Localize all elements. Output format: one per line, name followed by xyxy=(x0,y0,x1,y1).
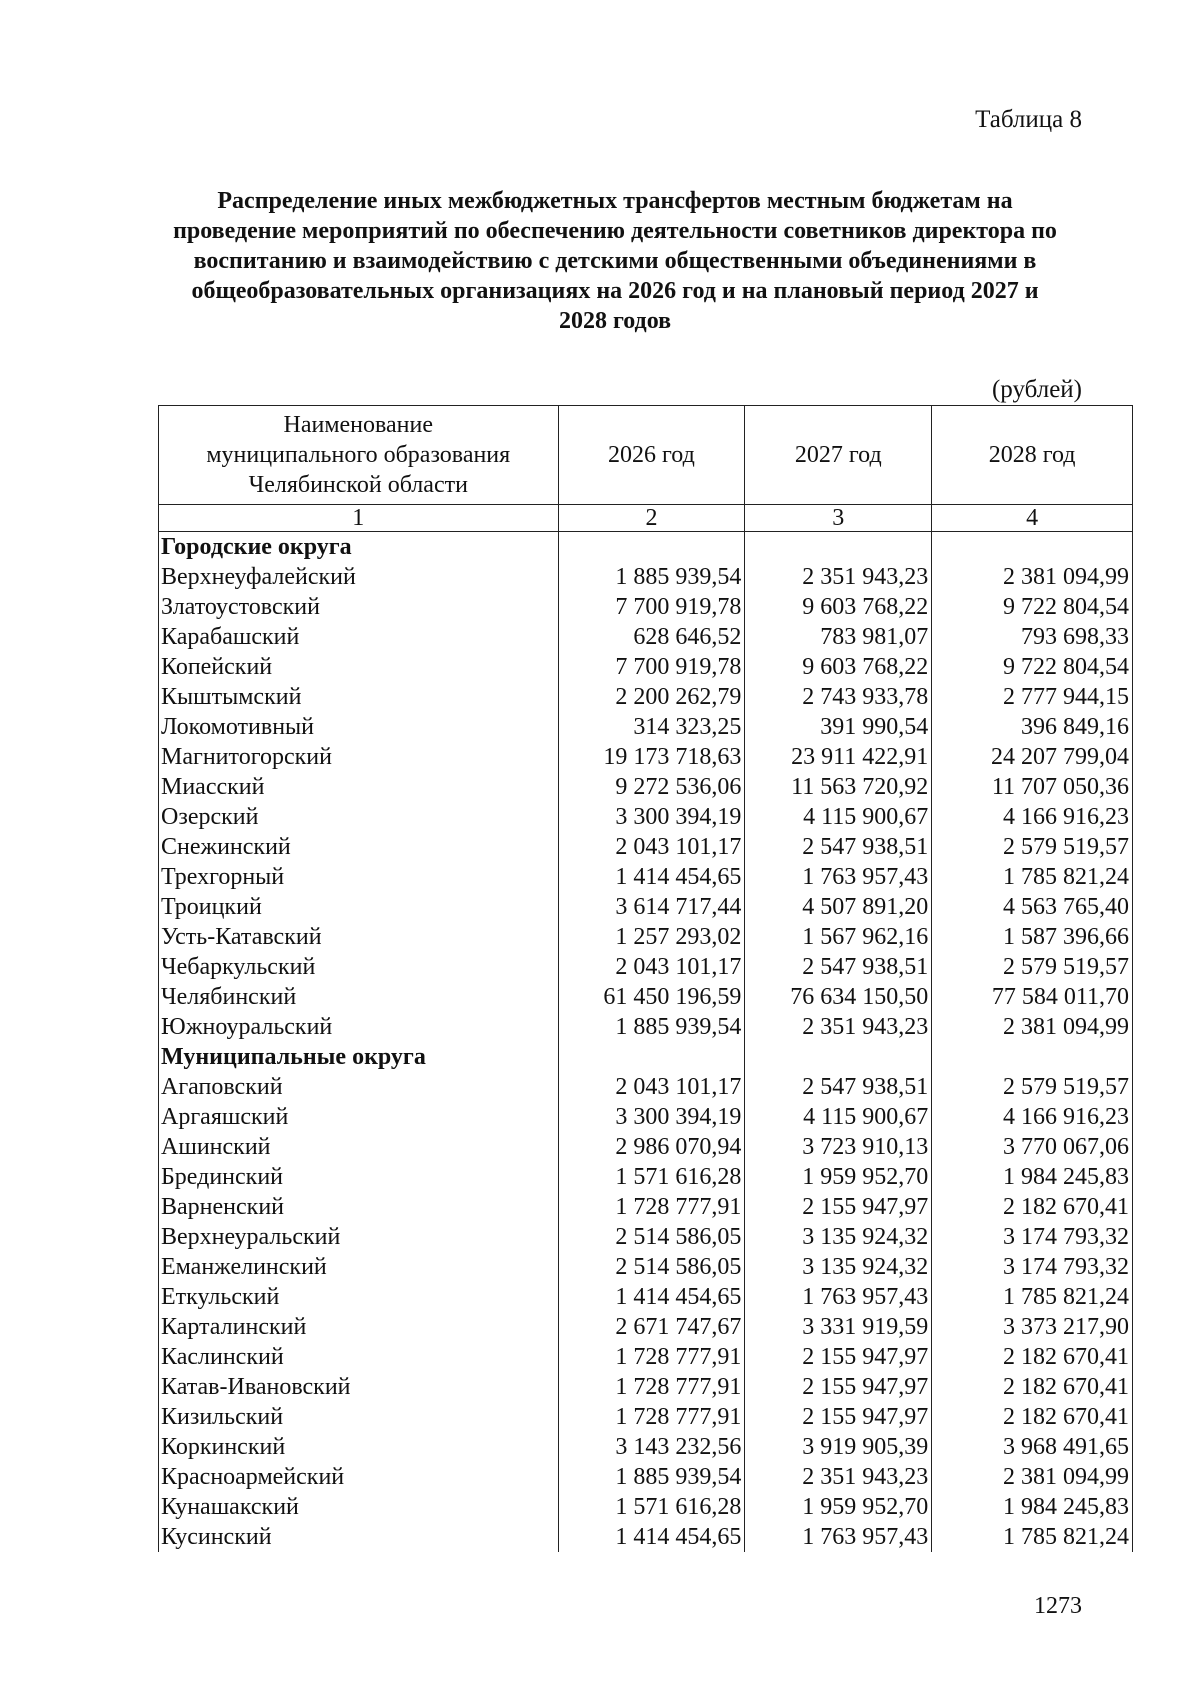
cell-2026: 3 300 394,19 xyxy=(558,1102,745,1132)
cell-municipality: Кизильский xyxy=(159,1402,559,1432)
cell-2028: 2 182 670,41 xyxy=(932,1342,1133,1372)
cell-2027: 2 743 933,78 xyxy=(745,682,932,712)
cell-municipality: Красноармейский xyxy=(159,1462,559,1492)
title-line: воспитанию и взаимодействию с детскими общественными объединениями в xyxy=(193,248,1037,274)
cell-municipality: Аргаяшский xyxy=(159,1102,559,1132)
cell-2028: 1 785 821,24 xyxy=(932,1522,1133,1552)
cell-2026: 19 173 718,63 xyxy=(558,742,745,772)
cell-municipality: Кусинский xyxy=(159,1522,559,1552)
cell-2027: 3 919 905,39 xyxy=(745,1432,932,1462)
table-row xyxy=(159,682,1133,712)
title-line: Распределение иных межбюджетных трансфертов местным бюджетам на xyxy=(217,188,1013,214)
cell-2027: 4 115 900,67 xyxy=(745,802,932,832)
cell-2026: 1 414 454,65 xyxy=(558,862,745,892)
cell-municipality: Муниципальные округа xyxy=(159,1042,559,1072)
table-body xyxy=(159,532,1133,1553)
cell-2028: 2 182 670,41 xyxy=(932,1402,1133,1432)
cell-2028: 1 984 245,83 xyxy=(932,1162,1133,1192)
cell-2028: 2 579 519,57 xyxy=(932,952,1133,982)
cell-municipality: Копейский xyxy=(159,652,559,682)
table-group-row xyxy=(159,532,1133,563)
cell-2027: 1 763 957,43 xyxy=(745,862,932,892)
cell-2026: 1 414 454,65 xyxy=(558,1282,745,1312)
header-2026: 2026 год xyxy=(558,406,745,505)
cell-2028: 3 174 793,32 xyxy=(932,1222,1133,1252)
table-row xyxy=(159,1432,1133,1462)
transfers-table xyxy=(158,405,1133,1552)
document-title xyxy=(150,186,1080,336)
cell-2027: 1 763 957,43 xyxy=(745,1522,932,1552)
cell-municipality: Варненский xyxy=(159,1192,559,1222)
table-row xyxy=(159,1192,1133,1222)
table-row xyxy=(159,922,1133,952)
cell-2028 xyxy=(932,532,1133,563)
table-row xyxy=(159,1462,1133,1492)
table-row xyxy=(159,952,1133,982)
cell-2026: 1 885 939,54 xyxy=(558,1012,745,1042)
cell-municipality: Карталинский xyxy=(159,1312,559,1342)
cell-municipality: Златоустовский xyxy=(159,592,559,622)
cell-2028: 11 707 050,36 xyxy=(932,772,1133,802)
cell-2028: 9 722 804,54 xyxy=(932,592,1133,622)
cell-2028: 2 182 670,41 xyxy=(932,1372,1133,1402)
column-number: 1 xyxy=(159,505,559,532)
cell-2027: 2 155 947,97 xyxy=(745,1402,932,1432)
cell-2027: 11 563 720,92 xyxy=(745,772,932,802)
cell-municipality: Верхнеуфалейский xyxy=(159,562,559,592)
table-row xyxy=(159,1132,1133,1162)
cell-municipality: Троицкий xyxy=(159,892,559,922)
table-row xyxy=(159,652,1133,682)
cell-2026: 3 614 717,44 xyxy=(558,892,745,922)
cell-municipality: Челябинский xyxy=(159,982,559,1012)
table-row xyxy=(159,862,1133,892)
table-row xyxy=(159,1222,1133,1252)
cell-2028: 24 207 799,04 xyxy=(932,742,1133,772)
cell-2026: 1 885 939,54 xyxy=(558,1462,745,1492)
cell-2028: 1 785 821,24 xyxy=(932,862,1133,892)
table-row xyxy=(159,1012,1133,1042)
cell-2027: 4 115 900,67 xyxy=(745,1102,932,1132)
table-row xyxy=(159,562,1133,592)
cell-municipality: Карабашский xyxy=(159,622,559,652)
cell-2028: 4 563 765,40 xyxy=(932,892,1133,922)
cell-2027: 2 155 947,97 xyxy=(745,1192,932,1222)
table-group-row xyxy=(159,1042,1133,1072)
cell-municipality: Озерский xyxy=(159,802,559,832)
cell-2028: 4 166 916,23 xyxy=(932,1102,1133,1132)
cell-2027: 2 155 947,97 xyxy=(745,1342,932,1372)
cell-2028: 2 381 094,99 xyxy=(932,1012,1133,1042)
cell-2026: 9 272 536,06 xyxy=(558,772,745,802)
cell-2026: 1 728 777,91 xyxy=(558,1192,745,1222)
cell-2027: 783 981,07 xyxy=(745,622,932,652)
cell-2026: 7 700 919,78 xyxy=(558,592,745,622)
cell-2027: 9 603 768,22 xyxy=(745,652,932,682)
cell-2028: 2 579 519,57 xyxy=(932,832,1133,862)
header-name-line: Наименование xyxy=(283,412,434,438)
title-line: проведение мероприятий по обеспечению деятельности советников директора по xyxy=(173,218,1057,244)
table-header-row xyxy=(159,406,1133,505)
cell-2027: 2 351 943,23 xyxy=(745,1012,932,1042)
cell-municipality: Брединский xyxy=(159,1162,559,1192)
cell-2026: 2 671 747,67 xyxy=(558,1312,745,1342)
title-line: 2028 годов xyxy=(558,308,672,334)
table-label: Таблица 8 xyxy=(975,106,1082,133)
units-label: (рублей) xyxy=(991,376,1082,403)
cell-2027: 3 331 919,59 xyxy=(745,1312,932,1342)
table-row xyxy=(159,592,1133,622)
cell-2027: 76 634 150,50 xyxy=(745,982,932,1012)
cell-municipality: Городские округа xyxy=(159,532,559,563)
cell-2026: 1 885 939,54 xyxy=(558,562,745,592)
cell-municipality: Трехгорный xyxy=(159,862,559,892)
cell-municipality: Каслинский xyxy=(159,1342,559,1372)
cell-municipality: Чебаркульский xyxy=(159,952,559,982)
cell-2028: 2 381 094,99 xyxy=(932,1462,1133,1492)
cell-municipality: Еткульский xyxy=(159,1282,559,1312)
cell-2026: 2 043 101,17 xyxy=(558,952,745,982)
cell-municipality: Агаповский xyxy=(159,1072,559,1102)
column-number: 3 xyxy=(745,505,932,532)
table-row xyxy=(159,1342,1133,1372)
cell-2027 xyxy=(745,1042,932,1072)
cell-2027: 1 959 952,70 xyxy=(745,1162,932,1192)
cell-2027 xyxy=(745,532,932,563)
cell-2028: 396 849,16 xyxy=(932,712,1133,742)
cell-2026: 2 043 101,17 xyxy=(558,832,745,862)
table-row xyxy=(159,712,1133,742)
cell-2027: 3 135 924,32 xyxy=(745,1222,932,1252)
cell-2026: 1 571 616,28 xyxy=(558,1162,745,1192)
cell-2028: 4 166 916,23 xyxy=(932,802,1133,832)
table-row xyxy=(159,622,1133,652)
table-row xyxy=(159,832,1133,862)
cell-2028: 1 984 245,83 xyxy=(932,1492,1133,1522)
cell-2026: 7 700 919,78 xyxy=(558,652,745,682)
cell-2026: 1 728 777,91 xyxy=(558,1342,745,1372)
cell-municipality: Кыштымский xyxy=(159,682,559,712)
table-row xyxy=(159,1072,1133,1102)
cell-municipality: Миасский xyxy=(159,772,559,802)
cell-2027: 2 155 947,97 xyxy=(745,1372,932,1402)
cell-2026: 1 728 777,91 xyxy=(558,1402,745,1432)
cell-2028: 3 174 793,32 xyxy=(932,1252,1133,1282)
table-row xyxy=(159,802,1133,832)
cell-municipality: Верхнеуральский xyxy=(159,1222,559,1252)
table-row xyxy=(159,1492,1133,1522)
cell-2027: 2 351 943,23 xyxy=(745,1462,932,1492)
cell-2026: 2 514 586,05 xyxy=(558,1252,745,1282)
page-number: 1273 xyxy=(1034,1593,1082,1619)
cell-2028: 77 584 011,70 xyxy=(932,982,1133,1012)
cell-2026: 2 986 070,94 xyxy=(558,1132,745,1162)
cell-2026: 314 323,25 xyxy=(558,712,745,742)
table-row xyxy=(159,742,1133,772)
table-row xyxy=(159,892,1133,922)
column-number: 4 xyxy=(932,505,1133,532)
header-2028: 2028 год xyxy=(932,406,1133,505)
cell-2027: 3 723 910,13 xyxy=(745,1132,932,1162)
cell-2028: 2 381 094,99 xyxy=(932,562,1133,592)
table-row xyxy=(159,1372,1133,1402)
cell-2027: 2 351 943,23 xyxy=(745,562,932,592)
cell-2026: 628 646,52 xyxy=(558,622,745,652)
cell-2027: 23 911 422,91 xyxy=(745,742,932,772)
table-row xyxy=(159,1252,1133,1282)
table-row xyxy=(159,1522,1133,1552)
table-row xyxy=(159,1282,1133,1312)
cell-2027: 1 567 962,16 xyxy=(745,922,932,952)
cell-2027: 391 990,54 xyxy=(745,712,932,742)
cell-municipality: Локомотивный xyxy=(159,712,559,742)
table-row xyxy=(159,772,1133,802)
cell-2026 xyxy=(558,532,745,563)
cell-municipality: Еманжелинский xyxy=(159,1252,559,1282)
cell-2028: 1 587 396,66 xyxy=(932,922,1133,952)
cell-municipality: Ашинский xyxy=(159,1132,559,1162)
cell-2027: 2 547 938,51 xyxy=(745,952,932,982)
cell-municipality: Коркинский xyxy=(159,1432,559,1462)
cell-2028: 3 373 217,90 xyxy=(932,1312,1133,1342)
header-name-line: муниципального образования xyxy=(206,442,511,468)
cell-2026: 1 257 293,02 xyxy=(558,922,745,952)
cell-2027: 3 135 924,32 xyxy=(745,1252,932,1282)
cell-municipality: Кунашакский xyxy=(159,1492,559,1522)
cell-2026: 1 414 454,65 xyxy=(558,1522,745,1552)
cell-2027: 2 547 938,51 xyxy=(745,832,932,862)
cell-2028: 1 785 821,24 xyxy=(932,1282,1133,1312)
cell-municipality: Южноуральский xyxy=(159,1012,559,1042)
table-row xyxy=(159,1312,1133,1342)
cell-2027: 1 763 957,43 xyxy=(745,1282,932,1312)
cell-2026: 2 514 586,05 xyxy=(558,1222,745,1252)
cell-2028: 3 968 491,65 xyxy=(932,1432,1133,1462)
header-municipality xyxy=(159,406,559,505)
table-row xyxy=(159,982,1133,1012)
table-row xyxy=(159,1102,1133,1132)
cell-2026: 3 300 394,19 xyxy=(558,802,745,832)
cell-2028: 9 722 804,54 xyxy=(932,652,1133,682)
cell-2028 xyxy=(932,1042,1133,1072)
cell-2026 xyxy=(558,1042,745,1072)
title-line: общеобразовательных организациях на 2026 год и на плановый период 2027 и xyxy=(191,278,1039,304)
cell-2026: 3 143 232,56 xyxy=(558,1432,745,1462)
cell-2026: 2 200 262,79 xyxy=(558,682,745,712)
cell-2026: 2 043 101,17 xyxy=(558,1072,745,1102)
cell-2028: 2 579 519,57 xyxy=(932,1072,1133,1102)
table-row xyxy=(159,1402,1133,1432)
header-name-line: Челябинской области xyxy=(248,472,468,498)
cell-2028: 793 698,33 xyxy=(932,622,1133,652)
cell-2028: 2 777 944,15 xyxy=(932,682,1133,712)
cell-2026: 61 450 196,59 xyxy=(558,982,745,1012)
cell-2027: 1 959 952,70 xyxy=(745,1492,932,1522)
cell-2027: 2 547 938,51 xyxy=(745,1072,932,1102)
cell-2026: 1 571 616,28 xyxy=(558,1492,745,1522)
cell-municipality: Усть-Катавский xyxy=(159,922,559,952)
column-number: 2 xyxy=(558,505,745,532)
cell-2027: 9 603 768,22 xyxy=(745,592,932,622)
cell-municipality: Снежинский xyxy=(159,832,559,862)
column-number-row xyxy=(159,505,1133,532)
cell-2027: 4 507 891,20 xyxy=(745,892,932,922)
cell-2028: 2 182 670,41 xyxy=(932,1192,1133,1222)
cell-municipality: Катав-Ивановский xyxy=(159,1372,559,1402)
cell-2028: 3 770 067,06 xyxy=(932,1132,1133,1162)
table-row xyxy=(159,1162,1133,1192)
header-2027: 2027 год xyxy=(745,406,932,505)
cell-2026: 1 728 777,91 xyxy=(558,1372,745,1402)
cell-municipality: Магнитогорский xyxy=(159,742,559,772)
